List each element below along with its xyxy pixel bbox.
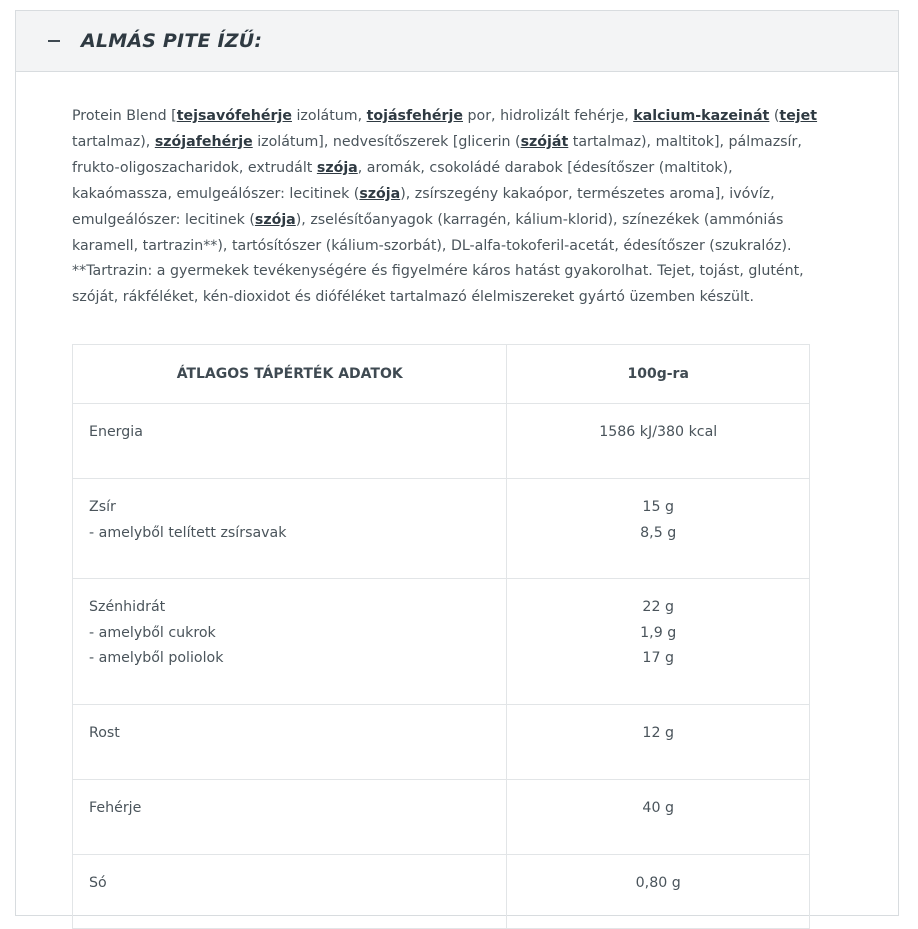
table-row <box>73 705 810 780</box>
nutrient-name: Fehérje <box>89 800 142 816</box>
nutrient-name: Zsír <box>89 499 116 515</box>
nutrient-value: 0,80 g <box>635 875 681 891</box>
nutrient-value: 40 g <box>642 800 674 816</box>
nutrient-name-cell <box>73 404 507 479</box>
allergen-highlight: szója <box>359 185 401 202</box>
table-row <box>73 404 810 479</box>
nutrient-value: 1586 kJ/380 kcal <box>599 424 718 440</box>
nutrient-value-cell <box>507 404 810 479</box>
ingredient-text-segment: ), zsírszegény kakaópor, természetes aroma], ivóvíz, emulgeálószer: lecitinek ( <box>72 185 775 228</box>
nutrient-value-cell <box>507 855 810 929</box>
table-row <box>73 855 810 929</box>
allergen-highlight: tejet <box>779 108 818 124</box>
nutrient-name: Só <box>89 875 107 891</box>
allergen-highlight: tojásfehérje <box>366 108 464 124</box>
header-nutrient: ÁTLAGOS TÁPÉRTÉK ADATOK <box>73 345 507 404</box>
nutrient-name-cell <box>73 479 507 579</box>
nutrient-value: 1,9 g <box>640 624 677 641</box>
nutrient-value-cell <box>507 479 810 579</box>
allergen-highlight: szója <box>316 159 358 176</box>
panel-title: ALMÁS PITE ÍZŰ: <box>81 30 263 52</box>
ingredient-text-segment: ), zselésítőanyagok (karragén, kálium-klorid), színezékek (ammóniás karamell, tartrazin**), tartósítószer (kálium-szorbát), DL-alfa-tokoferil-acetát, édesítőszer (szukralóz). **Tartrazin: a gyermekek tevékenységére és figyelmére káros hatást gyakorolhat. Tejet, tojást, glutént, szóját, rákféléket, kén-dioxidot és dióféléket tartalmazó élelmiszereket gyártó üzemben készült. <box>72 211 804 306</box>
nutrient-name: Rost <box>89 725 120 741</box>
ingredient-text-segment: ( <box>769 108 780 124</box>
nutrient-value-cell <box>507 780 810 855</box>
table-row <box>73 579 810 705</box>
ingredients-text <box>72 104 820 311</box>
ingredient-text-segment: izolátum, <box>291 108 367 124</box>
allergen-highlight: kalcium-kazeinát <box>633 108 770 124</box>
allergen-highlight: szójafehérje <box>154 133 253 150</box>
nutrient-name-cell <box>73 780 507 855</box>
table-header-row <box>73 345 810 404</box>
accordion-header[interactable] <box>16 11 898 72</box>
ingredient-text-segment: por, hidrolizált fehérje, <box>463 108 634 124</box>
nutrient-value: 8,5 g <box>640 524 677 541</box>
nutrient-value: 15 g <box>642 499 674 515</box>
ingredients-section <box>72 104 820 311</box>
nutrition-table <box>72 344 810 929</box>
nutrient-name-cell <box>73 855 507 929</box>
nutrient-name: - amelyből telített zsírsavak <box>89 524 287 541</box>
nutrient-name-cell <box>73 579 507 705</box>
nutrient-name-cell <box>73 705 507 780</box>
nutrient-value: 12 g <box>642 725 674 741</box>
nutrient-name: Szénhidrát <box>89 599 166 615</box>
allergen-highlight: tejsavófehérje <box>176 108 292 124</box>
allergen-highlight: szója <box>254 211 296 228</box>
nutrient-name: Energia <box>89 424 143 440</box>
allergen-highlight: szóját <box>520 133 569 150</box>
nutrient-value-cell <box>507 705 810 780</box>
ingredient-text-segment: Protein Blend [ <box>72 108 177 124</box>
ingredient-text-segment: tartalmaz), <box>72 133 155 150</box>
nutrient-value: 17 g <box>642 650 674 667</box>
nutrient-name: - amelyből poliolok <box>89 650 224 667</box>
header-per-100g: 100g-ra <box>507 345 810 404</box>
table-row <box>73 479 810 579</box>
nutrient-name: - amelyből cukrok <box>89 624 216 641</box>
collapse-minus-icon[interactable] <box>44 31 64 51</box>
nutrient-value-cell <box>507 579 810 705</box>
nutrient-value: 22 g <box>642 599 674 615</box>
ingredient-text-segment: , aromák, csokoládé darabok [édesítőszer (maltitok), kakaómassza, emulgeálószer: lecitinek ( <box>72 159 733 202</box>
ingredient-text-segment: tartalmaz), maltitok], pálmazsír, frukto-oligoszacharidok, extrudált <box>72 133 802 176</box>
ingredient-text-segment: izolátum], nedvesítőszerek [glicerin ( <box>252 133 521 150</box>
table-row <box>73 780 810 855</box>
